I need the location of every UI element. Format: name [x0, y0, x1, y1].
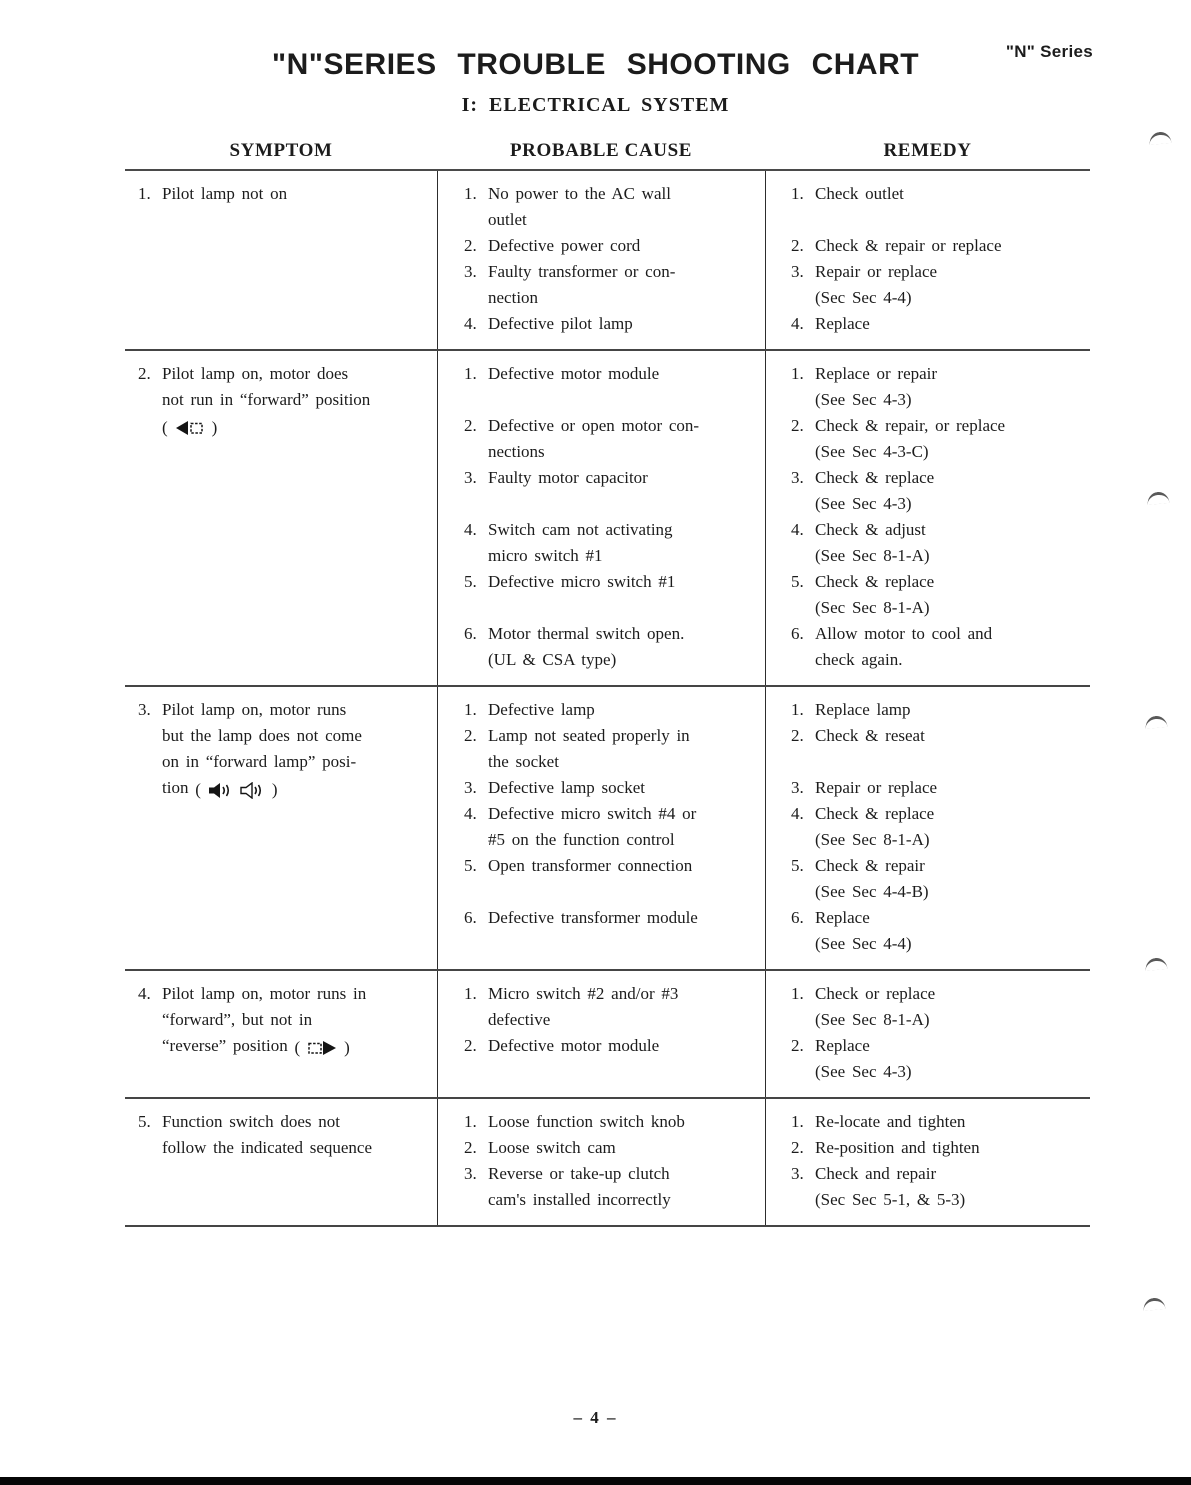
text-line: Replace lamp — [815, 700, 911, 719]
item-text — [815, 1033, 1080, 1085]
remedy-cell — [765, 517, 1090, 569]
item-text — [488, 1109, 751, 1135]
text-line: Faulty transformer or con- — [488, 262, 676, 281]
text-line: Check and repair — [815, 1164, 937, 1183]
item-number: 2. — [791, 416, 804, 435]
text-line: on in “forward lamp” posi- — [162, 752, 357, 771]
cause-item — [464, 465, 751, 491]
item-text — [162, 697, 425, 801]
text-line: Replace or repair — [815, 364, 938, 383]
text-line: Defective motor module — [488, 364, 660, 383]
item-text — [815, 517, 1080, 569]
icon-paren-close: ) — [344, 1038, 350, 1057]
remedy-cell — [765, 1161, 1090, 1225]
item-number: 4. — [791, 520, 804, 539]
text-line: Check & adjust — [815, 520, 926, 539]
item-number: 4. — [464, 314, 477, 333]
item-text — [488, 181, 751, 233]
symptom-item — [138, 981, 425, 1059]
cause-item — [464, 853, 751, 879]
text-line: “forward”, but not in — [162, 1010, 313, 1029]
icon-line — [162, 413, 425, 439]
cause-item — [464, 569, 751, 595]
icon-paren-close: ) — [271, 780, 278, 799]
remedy-item — [791, 413, 1080, 465]
text-line: Defective micro switch #4 or — [488, 804, 697, 823]
item-text — [815, 981, 1080, 1033]
item-text — [162, 1109, 425, 1161]
text-line: Open transformer connection — [488, 856, 693, 875]
cause-item — [464, 1135, 751, 1161]
remedy-item — [791, 1033, 1080, 1085]
item-text — [488, 1135, 751, 1161]
symptom-cell — [125, 171, 437, 349]
item-number: 4. — [464, 804, 477, 823]
text-line: “reverse” position ( ) — [162, 1033, 425, 1059]
item-number: 1. — [791, 700, 804, 719]
item-number: 2. — [464, 726, 477, 745]
cause-cell — [437, 1099, 765, 1135]
item-number: 2. — [791, 1138, 804, 1157]
item-text — [162, 981, 425, 1059]
cause-item — [464, 1109, 751, 1135]
table-row — [125, 687, 1090, 971]
cause-cell — [437, 687, 765, 723]
symptom-item — [138, 697, 425, 801]
item-text — [488, 775, 751, 801]
item-text — [815, 569, 1080, 621]
remedy-item — [791, 311, 1080, 337]
text-line: Defective lamp socket — [488, 778, 645, 797]
text-line: Motor thermal switch open. — [488, 624, 685, 643]
scan-artifact-mark — [1144, 957, 1167, 971]
item-text — [488, 853, 751, 879]
remedy-item — [791, 853, 1080, 905]
cause-cell — [437, 1161, 765, 1225]
cause-cell — [437, 259, 765, 311]
scan-artifact-mark — [1146, 491, 1169, 505]
item-number: 5. — [791, 572, 804, 591]
page-title: "N"SERIES TROUBLE SHOOTING CHART — [271, 48, 920, 81]
text-line: check again. — [815, 650, 903, 669]
remedy-item — [791, 1135, 1080, 1161]
text-line: (See Sec 4-3) — [815, 494, 912, 513]
cause-cell — [437, 801, 765, 853]
item-number: 1. — [464, 984, 477, 1003]
item-number: 6. — [791, 624, 804, 643]
table-row — [125, 171, 1090, 351]
cause-item — [464, 361, 751, 387]
item-text — [488, 517, 751, 569]
text-line: Pilot lamp on, motor runs in — [162, 984, 367, 1003]
text-line: Faulty motor capacitor — [488, 468, 648, 487]
text-line: Check & repair — [815, 856, 925, 875]
text-line: nection — [488, 288, 539, 307]
text-line: No power to the AC wall — [488, 184, 671, 203]
item-number: 3. — [791, 778, 804, 797]
remedy-item — [791, 697, 1080, 723]
remedy-item — [791, 801, 1080, 853]
text-line: Check & repair, or replace — [815, 416, 1006, 435]
remedy-cell — [765, 171, 1090, 233]
item-number: 2. — [138, 364, 151, 383]
item-text — [815, 413, 1080, 465]
column-header-remedy: REMEDY — [883, 140, 972, 161]
text-line: Re-locate and tighten — [815, 1112, 966, 1131]
item-text — [162, 181, 425, 207]
item-number: 3. — [464, 468, 477, 487]
item-text — [488, 905, 751, 931]
text-line: Switch cam not activating — [488, 520, 673, 539]
remedy-cell — [765, 687, 1090, 723]
text-line: Check & replace — [815, 468, 935, 487]
tape-forward-icon — [175, 420, 205, 436]
item-number: 4. — [464, 520, 477, 539]
cause-cell — [437, 1135, 765, 1161]
item-number: 3. — [464, 778, 477, 797]
icon-paren-open: ( — [162, 418, 168, 437]
item-text — [815, 465, 1080, 517]
item-text — [815, 697, 1080, 723]
item-number: 3. — [791, 262, 804, 281]
cause-item — [464, 259, 751, 311]
text-line: Replace — [815, 314, 870, 333]
remedy-cell — [765, 775, 1090, 801]
item-number: 2. — [791, 1036, 804, 1055]
item-text — [815, 259, 1080, 311]
text-line: (See Sec 8-1-A) — [815, 1010, 930, 1029]
cause-item — [464, 413, 751, 465]
cause-cell — [437, 1033, 765, 1097]
symptom-icon-group — [195, 777, 277, 803]
item-number: 1. — [791, 984, 804, 1003]
item-number: 2. — [791, 726, 804, 745]
item-number: 6. — [791, 908, 804, 927]
page-subtitle: I: ELECTRICAL SYSTEM — [461, 94, 730, 116]
item-text — [815, 1135, 1080, 1161]
remedy-cell — [765, 465, 1090, 517]
cause-item — [464, 1161, 751, 1213]
text-line: Re-position and tighten — [815, 1138, 980, 1157]
text-line: tion ( ) — [162, 775, 425, 801]
item-number: 1. — [464, 700, 477, 719]
text-line: Replace — [815, 908, 870, 927]
item-text — [815, 905, 1080, 957]
cause-cell — [437, 413, 765, 465]
item-text — [815, 621, 1080, 673]
text-line: (See Sec 4-4) — [815, 934, 912, 953]
text-line: Defective or open motor con- — [488, 416, 700, 435]
text-line: Pilot lamp on, motor does — [162, 364, 349, 383]
symptom-item — [138, 181, 425, 207]
item-text — [815, 801, 1080, 853]
text-line: Check & replace — [815, 572, 935, 591]
item-text — [815, 1109, 1080, 1135]
item-number: 1. — [791, 184, 804, 203]
remedy-cell — [765, 801, 1090, 853]
remedy-cell — [765, 905, 1090, 969]
text-line: Reverse or take-up clutch — [488, 1164, 670, 1183]
symptom-icon-group — [162, 415, 217, 441]
text-line: not run in “forward” position — [162, 390, 371, 409]
text-line: (Sec Sec 8-1-A) — [815, 598, 930, 617]
text-line: outlet — [488, 210, 527, 229]
cause-cell — [437, 621, 765, 685]
remedy-item — [791, 517, 1080, 569]
item-text — [488, 801, 751, 853]
item-number: 1. — [464, 1112, 477, 1131]
item-number: 2. — [791, 236, 804, 255]
item-text — [488, 413, 751, 465]
text-line: Check & reseat — [815, 726, 925, 745]
item-number: 1. — [791, 1112, 804, 1131]
cause-cell — [437, 723, 765, 775]
item-text — [488, 259, 751, 311]
symptom-icon-group — [294, 1035, 349, 1061]
item-number: 6. — [464, 624, 477, 643]
text-line: Defective power cord — [488, 236, 641, 255]
remedy-cell — [765, 311, 1090, 349]
trouble-shooting-table — [125, 140, 1090, 1227]
cause-cell — [437, 853, 765, 905]
item-text — [488, 311, 751, 337]
remedy-cell — [765, 569, 1090, 621]
item-text — [488, 569, 751, 595]
cause-cell — [437, 233, 765, 259]
item-text — [488, 723, 751, 775]
cause-cell — [437, 569, 765, 621]
text-line: Replace — [815, 1036, 870, 1055]
item-number: 5. — [138, 1112, 151, 1131]
scan-artifact-mark — [1144, 715, 1167, 729]
remedy-cell — [765, 413, 1090, 465]
symptom-cell — [125, 351, 437, 685]
text-line: (See Sec 4-3-C) — [815, 442, 929, 461]
item-number: 2. — [464, 1138, 477, 1157]
item-number: 3. — [791, 468, 804, 487]
text-line: (See Sec 8-1-A) — [815, 830, 930, 849]
text-line: (See Sec 4-3) — [815, 390, 912, 409]
remedy-cell — [765, 971, 1090, 1033]
cause-cell — [437, 905, 765, 969]
item-number: 5. — [791, 856, 804, 875]
text-line: defective — [488, 1010, 551, 1029]
text-line: (UL & CSA type) — [488, 650, 617, 669]
remedy-item — [791, 259, 1080, 311]
text-line: Pilot lamp not on — [162, 184, 288, 203]
remedy-cell — [765, 1033, 1090, 1097]
remedy-item — [791, 775, 1080, 801]
cause-item — [464, 517, 751, 569]
text-line: but the lamp does not come — [162, 726, 362, 745]
item-text — [815, 311, 1080, 337]
remedy-cell — [765, 259, 1090, 311]
cause-cell — [437, 171, 765, 233]
symptom-item — [138, 361, 425, 439]
cause-item — [464, 181, 751, 233]
cause-item — [464, 697, 751, 723]
item-number: 5. — [464, 572, 477, 591]
item-number: 6. — [464, 908, 477, 927]
table-row — [125, 971, 1090, 1099]
item-number: 3. — [464, 1164, 477, 1183]
item-text — [815, 1161, 1080, 1213]
item-number: 2. — [464, 236, 477, 255]
text-line: cam's installed incorrectly — [488, 1190, 671, 1209]
item-text — [815, 233, 1080, 259]
item-number: 1. — [464, 184, 477, 203]
table-row — [125, 351, 1090, 687]
text-line: Loose switch cam — [488, 1138, 616, 1157]
remedy-item — [791, 361, 1080, 413]
remedy-item — [791, 181, 1080, 207]
speaker-outline-icon — [240, 782, 265, 799]
text-line: Check outlet — [815, 184, 904, 203]
remedy-cell — [765, 351, 1090, 413]
text-line: Function switch does not — [162, 1112, 340, 1131]
remedy-cell — [765, 233, 1090, 259]
item-text — [815, 853, 1080, 905]
item-text — [488, 361, 751, 387]
item-text — [488, 1033, 751, 1059]
cause-cell — [437, 351, 765, 413]
remedy-item — [791, 981, 1080, 1033]
icon-paren-close: ) — [211, 418, 218, 437]
trouble-table-rows — [125, 171, 1090, 1227]
text-line: (Sec Sec 4-4) — [815, 288, 912, 307]
text-line: Allow motor to cool and — [815, 624, 993, 643]
item-text — [488, 697, 751, 723]
cause-cell — [437, 311, 765, 349]
item-text — [488, 621, 751, 673]
speaker-filled-icon — [208, 782, 233, 799]
bottom-scan-bar — [0, 1477, 1191, 1485]
remedy-item — [791, 465, 1080, 517]
text-line: Repair or replace — [815, 262, 938, 281]
item-number: 1. — [464, 364, 477, 383]
cause-item — [464, 621, 751, 673]
text-line: (See Sec 8-1-A) — [815, 546, 930, 565]
text-line: Check or replace — [815, 984, 936, 1003]
text-line: follow the indicated sequence — [162, 1138, 373, 1157]
item-text — [815, 723, 1080, 749]
cause-item — [464, 723, 751, 775]
remedy-item — [791, 1161, 1080, 1213]
tape-reverse-icon — [307, 1040, 337, 1056]
cause-cell — [437, 465, 765, 517]
item-text — [488, 981, 751, 1033]
text-line: (See Sec 4-4-B) — [815, 882, 929, 901]
item-number: 3. — [464, 262, 477, 281]
text-line: Loose function switch knob — [488, 1112, 685, 1131]
item-text — [488, 1161, 751, 1213]
item-number: 4. — [791, 314, 804, 333]
symptom-item — [138, 1109, 425, 1161]
table-header-row — [125, 140, 1090, 171]
text-line: micro switch #1 — [488, 546, 603, 565]
remedy-cell — [765, 621, 1090, 685]
remedy-item — [791, 233, 1080, 259]
item-number: 5. — [464, 856, 477, 875]
item-number: 2. — [464, 416, 477, 435]
remedy-cell — [765, 1135, 1090, 1161]
column-header-probable-cause: PROBABLE CAUSE — [509, 140, 693, 161]
item-number: 2. — [464, 1036, 477, 1055]
cause-item — [464, 1033, 751, 1059]
item-text — [815, 775, 1080, 801]
column-header-symptom: SYMPTOM — [229, 140, 333, 161]
scan-artifact-mark — [1142, 1297, 1165, 1311]
cause-item — [464, 801, 751, 853]
remedy-item — [791, 723, 1080, 749]
remedy-item — [791, 569, 1080, 621]
item-number: 3. — [791, 1164, 804, 1183]
text-line: Check & replace — [815, 804, 935, 823]
remedy-cell — [765, 1099, 1090, 1135]
text-line: Repair or replace — [815, 778, 938, 797]
item-text — [488, 465, 751, 491]
symptom-cell — [125, 971, 437, 1097]
text-line: Check & repair or replace — [815, 236, 1002, 255]
remedy-item — [791, 1109, 1080, 1135]
scan-artifact-mark — [1148, 131, 1171, 145]
cause-item — [464, 905, 751, 931]
cause-item — [464, 775, 751, 801]
text-line: #5 on the function control — [488, 830, 675, 849]
icon-paren-open: ( — [195, 780, 201, 799]
text-line: the socket — [488, 752, 559, 771]
item-number: 4. — [791, 804, 804, 823]
cause-cell — [437, 517, 765, 569]
text-line: Defective lamp — [488, 700, 595, 719]
remedy-item — [791, 621, 1080, 673]
symptom-cell — [125, 1099, 437, 1225]
item-text — [162, 361, 425, 439]
text-line: Defective pilot lamp — [488, 314, 633, 333]
cause-cell — [437, 971, 765, 1033]
cause-item — [464, 981, 751, 1033]
remedy-item — [791, 905, 1080, 957]
text-line: Defective transformer module — [488, 908, 698, 927]
symptom-cell — [125, 687, 437, 969]
text-line: (See Sec 4-3) — [815, 1062, 912, 1081]
text-line: Pilot lamp on, motor runs — [162, 700, 347, 719]
remedy-cell — [765, 723, 1090, 775]
item-number: 1. — [138, 184, 151, 203]
item-number: 1. — [791, 364, 804, 383]
text-line: Defective motor module — [488, 1036, 660, 1055]
cause-item — [464, 311, 751, 337]
text-line: (Sec Sec 5-1, & 5-3) — [815, 1190, 966, 1209]
item-number: 4. — [138, 984, 151, 1003]
page-number: – 4 – — [573, 1408, 618, 1427]
icon-paren-open: ( — [294, 1038, 301, 1057]
item-text — [815, 361, 1080, 413]
cause-cell — [437, 775, 765, 801]
item-number: 3. — [138, 700, 151, 719]
item-text — [488, 233, 751, 259]
table-row — [125, 1099, 1090, 1227]
text-line: nections — [488, 442, 545, 461]
text-line: Micro switch #2 and/or #3 — [488, 984, 679, 1003]
text-line: Lamp not seated properly in — [488, 726, 690, 745]
remedy-cell — [765, 853, 1090, 905]
item-text — [815, 181, 1080, 207]
corner-series-label: "N" Series — [1005, 42, 1093, 61]
cause-item — [464, 233, 751, 259]
text-line: Defective micro switch #1 — [488, 572, 676, 591]
